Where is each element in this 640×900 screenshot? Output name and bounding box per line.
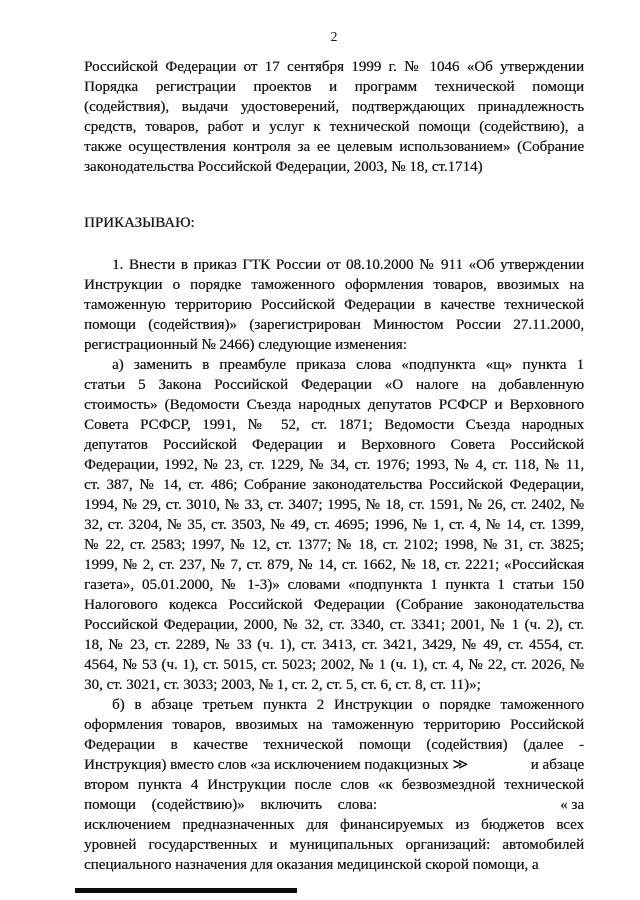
text-line: регистрационный № 2466) следующие изменения: (84, 337, 407, 353)
heading-prikazyvayu (84, 213, 584, 233)
text-line: стоимость» (Ведомости Съезда народных депутатов РСФСР и Верховного (84, 397, 584, 413)
text-segment: и абзаце (530, 757, 584, 773)
para-item-1a (84, 355, 584, 695)
text-line: уровней государственных и муниципальных организаций: автомобилей (84, 837, 584, 853)
text-line: Федерации, 1992, № 23, ст. 1229, № 34, ст. 1976; 1993, № 4, ст. 118, № 11, (84, 457, 584, 473)
text-segment: помощи (содействию)» включить слова: (84, 797, 377, 813)
text-line: 1. Внести в приказ ГТК России от 08.10.2000 № 911 «Об утверждении (112, 257, 584, 273)
text-segment: « за (560, 797, 584, 813)
text-line: ст. 387, № 14, ст. 486; Собрание законодательства Российской Федерации, (84, 477, 584, 493)
text-line: таможенную территорию Российской Федерации в качестве технической (84, 297, 584, 313)
text-line: статьи 5 Закона Российской Федерации «О налоге на добавленную (84, 377, 584, 393)
text-line: законодательства Российской Федерации, 2003, № 18, ст.1714) (84, 159, 483, 175)
text-line: также осуществления контроля за ее целевым использованием» (Собрание (84, 139, 584, 155)
para-preamble-continuation (84, 57, 584, 177)
text-body (84, 0, 584, 900)
text-line: ПРИКАЗЫВАЮ: (84, 215, 195, 231)
text-line: помощи (содействия)» (зарегистрирован Минюстом России 27.11.2000, (84, 317, 584, 333)
text-line: 4564, № 53 (ч. 1), ст. 5015, ст. 5023; 2002, № 1 (ч. 1), ст. 4, № 22, ст. 2026, № (84, 657, 584, 673)
text-line: 32, ст. 3204, № 35, ст. 3503, № 49, ст. 4695; 1996, № 1, ст. 4, № 14, ст. 1399, (84, 517, 584, 533)
text-line: исключением предназначенных для финансируемых из бюджетов всех (84, 817, 584, 833)
text-line: средств, товаров, работ и услуг к технической помощи (содействию), а (84, 119, 584, 135)
page-number: 2 (330, 30, 338, 45)
text-line: Российской Федерации, 2000, № 32, ст. 3340, ст. 3341; 2001, № 1 (ч. 2), ст. (84, 617, 584, 633)
para-item-1b (84, 695, 584, 875)
text-line: Совета РСФСР, 1991, № 52, ст. 1871; Ведомости Съезда народных (84, 417, 584, 433)
text-line (84, 755, 584, 775)
text-line: б) в абзаце третьем пункта 2 Инструкции о порядке таможенного (112, 697, 584, 713)
text-line: № 22, ст. 2583; 1997, № 12, ст. 1377; № 18, ст. 2102; 1998, № 31, ст. 3825; (84, 537, 584, 553)
text-line: 1999, № 2, ст. 237, № 7, ст. 879, № 14, ст. 1662, № 18, ст. 2221; «Российская (84, 557, 584, 573)
text-line: Российской Федерации от 17 сентября 1999 г. № 1046 «Об утверждении (84, 59, 584, 75)
para-item-1 (84, 255, 584, 355)
text-segment: Инструкция) вместо слов «за исключением подакцизных ≫ (84, 757, 468, 773)
text-line: втором пункта 4 Инструкции после слов «к безвозмездной технической (84, 777, 584, 793)
text-line: Порядка регистрации проектов и программ технической помощи (84, 79, 584, 95)
text-line: Федерации в качестве технической помощи (содействия) (далее - (84, 737, 584, 753)
text-line: (содействия), выдачи удостоверений, подтверждающих принадлежность (84, 99, 584, 115)
text-line: 18, № 23, ст. 2289, № 33 (ч. 1), ст. 3413, ст. 3421, 3429, № 49, ст. 4554, ст. (84, 637, 584, 653)
text-line: газета», 05.01.2000, № 1-3)» словами «подпункта 1 пункта 1 статьи 150 (84, 577, 584, 593)
text-line: а) заменить в преамбуле приказа слова «подпункта «щ» пункта 1 (112, 357, 584, 373)
text-line: 1994, № 29, ст. 3010, № 33, ст. 3407; 1995, № 18, ст. 1591, № 26, ст. 2402, № (84, 497, 584, 513)
text-line (84, 795, 584, 815)
scan-artifact-line (75, 888, 297, 893)
text-line: специального назначения для оказания медицинской скорой помощи, а (84, 857, 539, 873)
text-line: Налогового кодекса Российской Федерации (Собрание законодательства (84, 597, 584, 613)
text-line: 30, ст. 3021, ст. 3033; 2003, № 1, ст. 2, ст. 5, ст. 6, ст. 8, ст. 11)»; (84, 677, 481, 693)
text-line: Инструкции о порядке таможенного оформления товаров, ввозимых на (84, 277, 584, 293)
text-line: оформления товаров, ввозимых на таможенную территорию Российской (84, 717, 584, 733)
text-line: депутатов Российской Федерации и Верховного Совета Российской (84, 437, 584, 453)
